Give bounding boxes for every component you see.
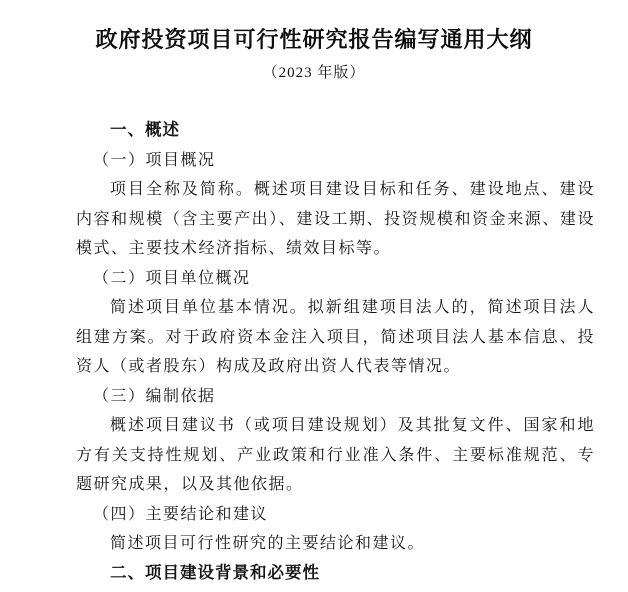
document-subtitle: （2023 年版） (262, 65, 366, 81)
paragraph-compilation-basis: 概述项目建议书（或项目建设规划）及其批复文件、国家和地方有关支持性规划、产业政策和行业准入条件、主要标准规范、专题研究成果，以及其他依据。 (76, 417, 595, 493)
subsection-heading-3-compilation-basis: （三）编制依据 (93, 387, 216, 405)
paragraph-project-unit-profile: 简述项目单位基本情况。拟新组建项目法人的，简述项目法人组建方案。对于政府资本金注入项目，简述项目法人基本信息、投资人（或者股东）构成及政府出资人代表等情况。 (76, 299, 595, 375)
paragraph-project-profile: 项目全称及简称。概述项目建设目标和任务、建设地点、建设内容和规模（含主要产出）、建设工期、投资规模和资金来源、建设模式、主要技术经济指标、绩效目标等。 (76, 181, 595, 257)
subsection-heading-4-main-conclusions: （四）主要结论和建议 (93, 505, 269, 523)
section-heading-1-overview: 一、概述 (110, 121, 180, 139)
section-heading-2-background-necessity: 二、项目建设背景和必要性 (110, 563, 320, 582)
document-title: 政府投资项目可行性研究报告编写通用大纲 (95, 27, 533, 52)
paragraph-main-conclusions: 简述项目可行性研究的主要结论和建议。 (110, 535, 426, 552)
subsection-heading-2-project-unit-profile: （二）项目单位概况 (93, 269, 251, 287)
document-body (76, 116, 595, 588)
subsection-heading-1-project-profile: （一）项目概况 (93, 151, 216, 169)
